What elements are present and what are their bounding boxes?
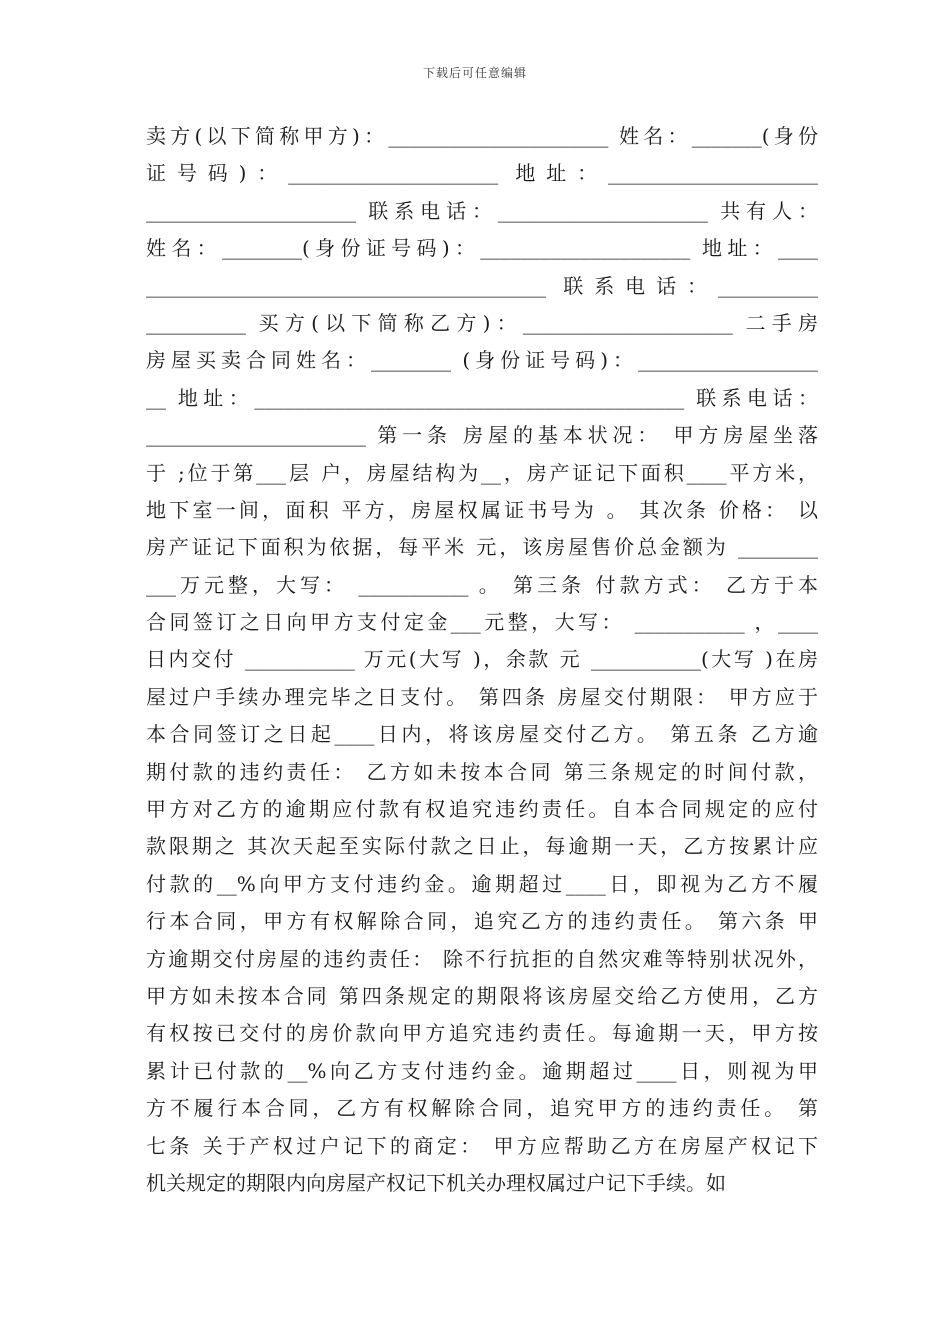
contract-line: 甲方如未按本合同 第四条规定的期限将该房屋交给乙方使用，乙方 xyxy=(146,983,818,1008)
contract-line: 累计已付款的__%向乙方支付违约金。逾期超过____日，则视为甲 xyxy=(146,1058,818,1083)
contract-line: 证号码)：_____________________ 地址：_____________________ xyxy=(146,161,818,186)
contract-line: 方不履行本合同，乙方有权解除合同，追究甲方的违约责任。 第 xyxy=(146,1096,818,1121)
contract-line: __ 地址：___________________________________________ 联系电话： xyxy=(146,385,818,410)
contract-line: 地下室一间，面积 平方，房屋权属证书号为 。 其次条 价格： 以 xyxy=(146,497,818,522)
contract-body xyxy=(146,118,818,1202)
contract-line: 期付款的违约责任： 乙方如未按本合同 第三条规定的时间付款， xyxy=(146,759,818,784)
contract-line: 于 ;位于第___层 户，房屋结构为__，房产证记下面积____平方米， xyxy=(146,460,818,485)
contract-line: 付款的__%向甲方支付违约金。逾期超过____日，即视为乙方不履 xyxy=(146,871,818,896)
contract-line: ________________________________________ 联系电话：__________ xyxy=(146,273,818,298)
contract-line: 有权按已交付的房价款向甲方追究违约责任。每逾期一天，甲方按 xyxy=(146,1021,818,1046)
contract-line: _____________________ 联系电话：_____________________ 共有人： xyxy=(146,198,818,223)
contract-line: 款限期之 其次天起至实际付款之日止，每逾期一天，乙方按累计应 xyxy=(146,834,818,859)
contract-line: 房产证记下面积为依据，每平米 元，该房屋售价总金额为 ________ xyxy=(146,535,818,560)
contract-line: __________ 买方(以下简称乙方)：_____________________ 二手房 xyxy=(146,310,818,335)
contract-line: 屋过户手续办理完毕之日支付。 第四条 房屋交付期限： 甲方应于 xyxy=(146,684,818,709)
contract-line: 卖方(以下简称甲方)：______________________ 姓名：_______(身份 xyxy=(146,124,818,148)
contract-line: 行本合同，甲方有权解除合同，追究乙方的违约责任。 第六条 甲 xyxy=(146,909,818,934)
contract-line: 甲方对乙方的逾期应付款有权追究违约责任。自本合同规定的应付 xyxy=(146,797,818,822)
contract-line: 姓名：________(身份证号码)：_____________________ 地址：____ xyxy=(146,236,818,261)
header-note: 下载后可任意编辑 xyxy=(422,66,527,80)
contract-line: ___万元整，大写： ___________ 。 第三条 付款方式： 乙方于本 xyxy=(146,572,818,597)
contract-line: 合同签订之日向甲方支付定金___元整，大写： ___________ ，____ xyxy=(146,610,818,635)
contract-line: 机关规定的期限内向房屋产权记下机关办理权属过户记下手续。如 xyxy=(146,1170,726,1195)
contract-line: 方逾期交付房屋的违约责任： 除不行抗拒的自然灾难等特别状况外， xyxy=(146,946,818,971)
contract-line: 房屋买卖合同姓名：________ (身份证号码)：__________________ xyxy=(146,348,818,373)
contract-line: 七条 关于产权过户记下的商定： 甲方应帮助乙方在房屋产权记下 xyxy=(146,1133,818,1158)
contract-line: 本合同签订之日起____日内，将该房屋交付乙方。 第五条 乙方逾 xyxy=(146,722,818,747)
contract-line: ______________________ 第一条 房屋的基本状况： 甲方房屋坐落 xyxy=(146,423,818,448)
contract-line: 日内交付 ___________ 万元(大写 )，余款 元 ___________(大写 )在房 xyxy=(146,647,818,672)
